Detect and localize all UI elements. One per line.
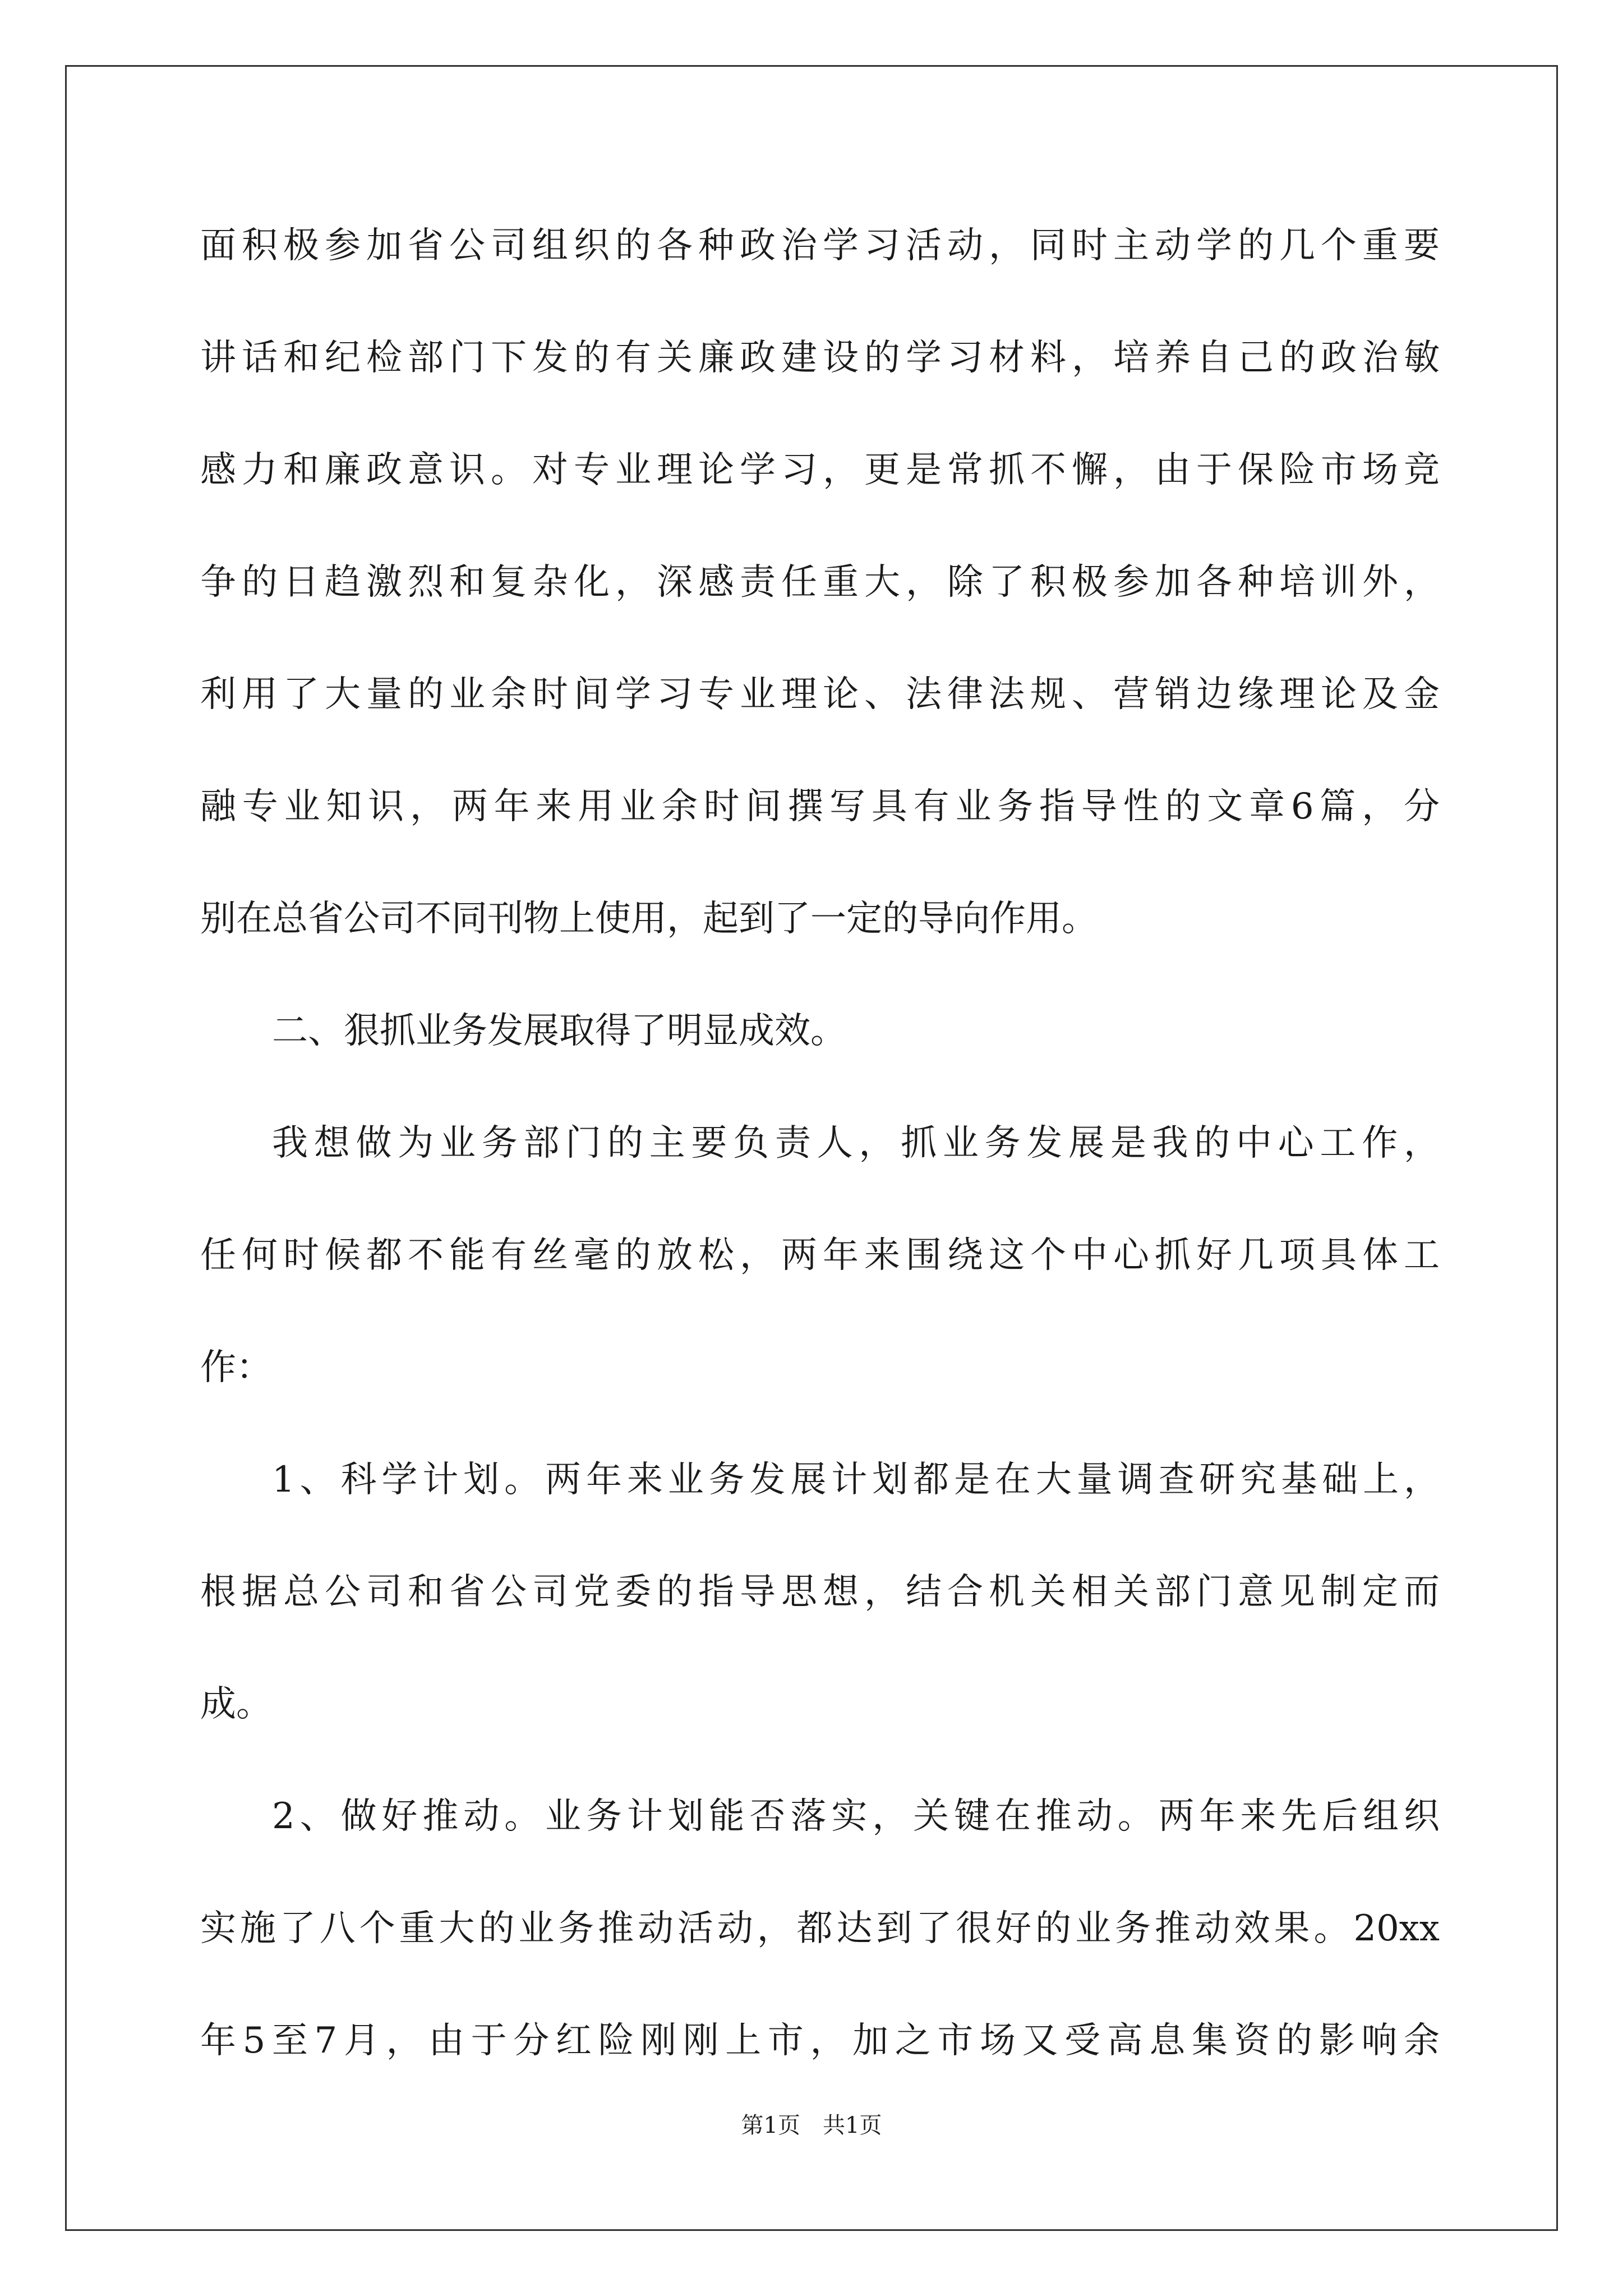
text-line: 年5至7月，由于分红险刚刚上市，加之市场又受高息集资的影响余 [200, 2020, 1440, 2062]
text-line: 作： [200, 1347, 272, 1388]
text-line: 任何时候都不能有丝毫的放松，两年来围绕这个中心抓好几项具体工 [200, 1235, 1440, 1276]
text-line: 实施了八个重大的业务推动活动，都达到了很好的业务推动效果。20xx [200, 1908, 1440, 1949]
document-body [200, 218, 1440, 2125]
page-footer [0, 2109, 1623, 2142]
page-total: 共1页 [823, 2113, 882, 2138]
text-line: 利用了大量的业余时间学习专业理论、法律法规、营销边缘理论及金 [200, 674, 1440, 715]
text-line: 感力和廉政意识。对专业理论学习，更是常抓不懈，由于保险市场竞 [200, 449, 1440, 491]
text-line: 融专业知识，两年来用业余时间撰写具有业务指导性的文章6篇，分 [200, 786, 1440, 827]
text-line: 二、狠抓业务发展取得了明显成效。 [272, 1010, 846, 1052]
page-number: 第1页 [741, 2113, 800, 2138]
text-line: 根据总公司和省公司党委的指导思想，结合机关相关部门意见制定而 [200, 1571, 1440, 1613]
text-line: 1、科学计划。两年来业务发展计划都是在大量调查研究基础上， [272, 1459, 1440, 1501]
text-line: 成。 [200, 1683, 272, 1725]
text-line: 讲话和纪检部门下发的有关廉政建设的学习材料，培养自己的政治敏 [200, 337, 1440, 379]
text-line: 争的日趋激烈和复杂化，深感责任重大，除了积极参加各种培训外， [200, 562, 1440, 603]
text-line: 2、做好推动。业务计划能否落实，关键在推动。两年来先后组织 [272, 1796, 1440, 1837]
text-line: 别在总省公司不同刊物上使用，起到了一定的导向作用。 [200, 898, 1098, 940]
text-line: 面积极参加省公司组织的各种政治学习活动，同时主动学的几个重要 [200, 225, 1440, 266]
text-line: 我想做为业务部门的主要负责人，抓业务发展是我的中心工作， [272, 1122, 1440, 1164]
